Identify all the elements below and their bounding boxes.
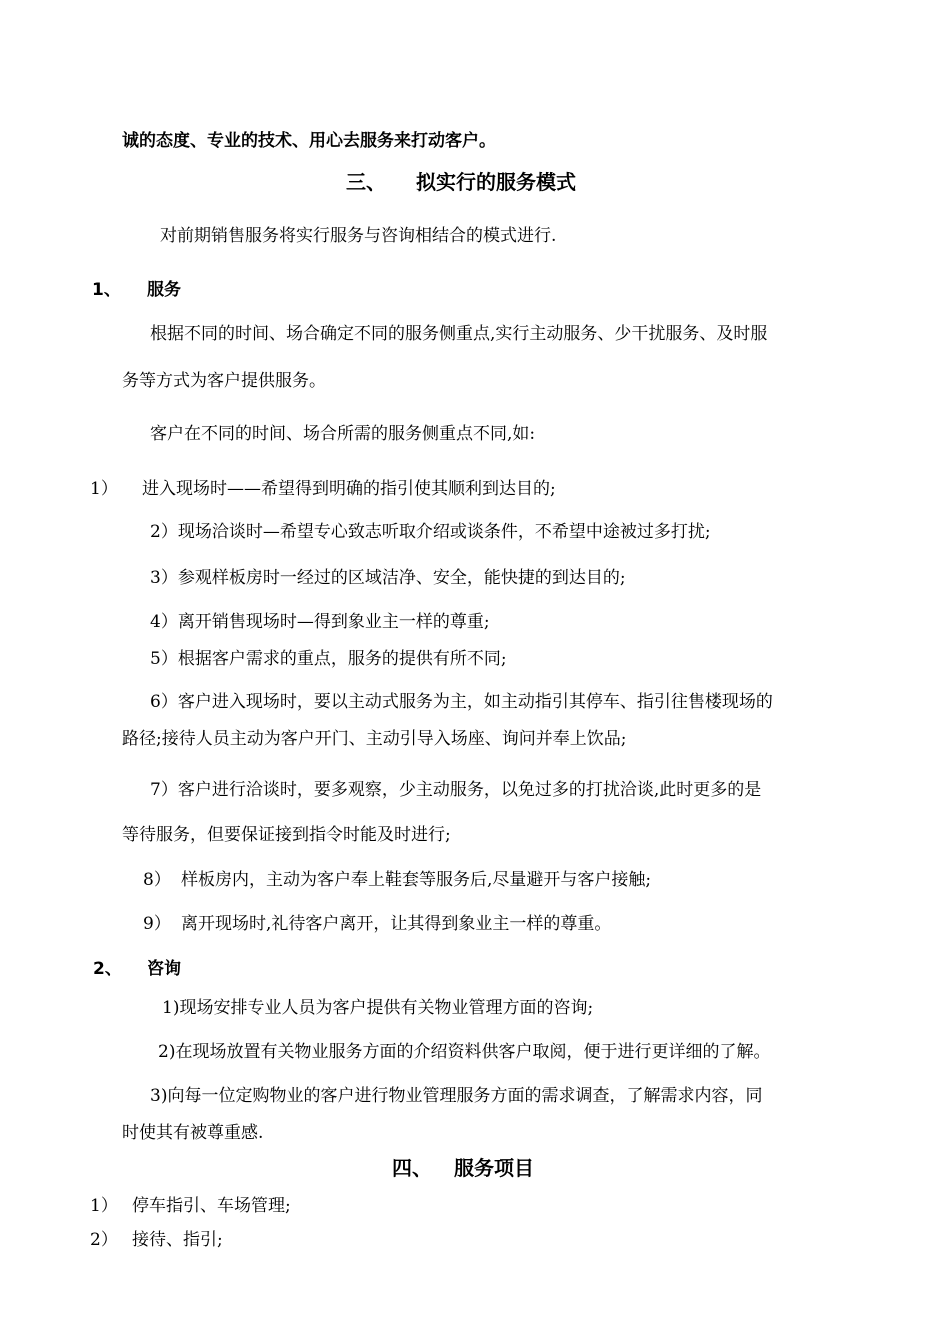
section3-title: 拟实行的服务模式 [416, 170, 576, 194]
section4-title: 服务项目 [454, 1156, 534, 1180]
service-item-8 [143, 868, 651, 892]
project-item-2 [90, 1228, 223, 1252]
service-item-2: 2）现场洽谈时—希望专心致志听取介绍或谈条件，不希望中途被过多打扰; [150, 522, 711, 542]
service-item-3: 3）参观样板房时一经过的区域洁净、安全，能快捷的到达目的; [150, 568, 626, 588]
section4-heading [392, 1154, 534, 1182]
section3-number: 三、 [346, 170, 386, 194]
subsection1-number: 1、 [92, 280, 121, 300]
service-item-6-line2: 路径;接待人员主动为客户开门、主动引导入场座、询问并奉上饮品; [122, 729, 627, 749]
section4-number: 四、 [392, 1156, 432, 1180]
service-paragraph-2: 客户在不同的时间、场合所需的服务侧重点不同,如: [150, 424, 536, 444]
consult-item-3-line1: 3)向每一位定购物业的客户进行物业管理服务方面的需求调查，了解需求内容，同 [150, 1086, 763, 1106]
subsection1-heading [92, 278, 181, 302]
section3-intro: 对前期销售服务将实行服务与咨询相结合的模式进行. [160, 226, 557, 246]
subsection2-number: 2、 [93, 959, 122, 979]
subsection1-title: 服务 [147, 280, 181, 300]
service-item-1-text: 进入现场时——希望得到明确的指引使其顺利到达目的; [142, 479, 556, 499]
project-item-1-number: 1） [90, 1196, 118, 1216]
service-item-4: 4）离开销售现场时—得到象业主一样的尊重; [150, 612, 490, 632]
service-item-9-text: 离开现场时,礼待客户离开，让其得到象业主一样的尊重。 [181, 914, 612, 934]
service-item-7-line1: 7）客户进行洽谈时，要多观察，少主动服务，以免过多的打扰洽谈,此时更多的是 [150, 780, 762, 800]
subsection2-heading [93, 957, 181, 981]
project-item-2-number: 2） [90, 1230, 118, 1250]
subsection2-title: 咨询 [147, 959, 181, 979]
service-item-9-number: 9） [143, 914, 171, 934]
project-item-1 [90, 1194, 291, 1218]
project-item-1-text: 停车指引、车场管理; [132, 1196, 291, 1216]
consult-item-3-line2: 时使其有被尊重感. [122, 1123, 264, 1143]
service-item-6-line1: 6）客户进入现场时，要以主动式服务为主，如主动指引其停车、指引往售楼现场的 [150, 692, 773, 712]
service-paragraph-line1: 根据不同的时间、场合确定不同的服务侧重点,实行主动服务、少干扰服务、及时服 [150, 324, 768, 344]
service-item-1-number: 1） [90, 479, 118, 499]
service-item-9 [143, 912, 611, 936]
consult-item-2: 2)在现场放置有关物业服务方面的介绍资料供客户取阅，便于进行更详细的了解。 [158, 1042, 771, 1062]
consult-item-1: 1)现场安排专业人员为客户提供有关物业管理方面的咨询; [162, 998, 594, 1018]
service-item-8-number: 8） [143, 870, 171, 890]
service-item-1 [90, 477, 556, 501]
lead-line: 诚的态度、专业的技术、用心去服务来打动客户。 [122, 131, 496, 151]
service-paragraph-line2: 务等方式为客户提供服务。 [122, 371, 326, 391]
project-item-2-text: 接待、指引; [132, 1230, 223, 1250]
service-item-5: 5）根据客户需求的重点，服务的提供有所不同; [150, 649, 507, 669]
service-item-8-text: 样板房内，主动为客户奉上鞋套等服务后,尽量避开与客户接触; [181, 870, 652, 890]
section3-heading [346, 168, 576, 196]
service-item-7-line2: 等待服务，但要保证接到指令时能及时进行; [122, 825, 451, 845]
